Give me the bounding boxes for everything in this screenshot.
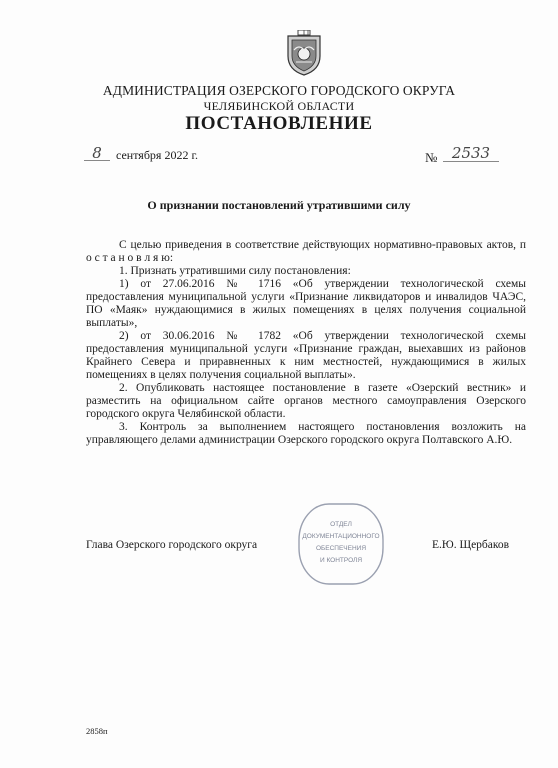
body-paragraph-intro: С целью приведения в соответствие действующих нормативно-правовых актов, п о с т а н о в л я ю: [86, 239, 526, 264]
body-paragraph-1-1: 1) от 27.06.2016 № 1716 «Об утверждении технологической схемы предоставления муниципальной услуги «Признание ликвидаторов и инвалидов ЧАЭС, ПО «Маяк» нуждающимися в жилых помещениях в целях получения социальной выплаты», [86, 278, 526, 329]
region-name: ЧЕЛЯБИНСКОЙ ОБЛАСТИ [203, 99, 355, 113]
footer-code: 2858п [86, 726, 108, 736]
signatory-name: Е.Ю. Щербаков [432, 539, 510, 551]
number-label: № [425, 150, 438, 165]
date-month-year: сентября 2022 г. [116, 148, 199, 162]
date-day: 8 [84, 144, 110, 161]
administration-name: АДМИНИСТРАЦИЯ ОЗЕРСКОГО ГОРОДСКОГО ОКРУГА [102, 83, 456, 98]
body-block [86, 239, 526, 447]
body-paragraph-1-2: 2) от 30.06.2016 № 1782 «Об утверждении технологической схемы предоставления муниципальной услуги «Признание граждан, выехавших из районов Крайнего Севера и приравненных к ним местностей, нуждающимися в жилых помещениях в целях получения социальной выплаты». [86, 330, 526, 381]
document-title: О признании постановлений утратившими силу [147, 198, 411, 212]
svg-text:ДОКУМЕНТАЦИОННОГО: ДОКУМЕНТАЦИОННОГО [302, 533, 380, 540]
document-number: 2533 [443, 144, 499, 162]
signatory-position: Глава Озерского городского округа [86, 539, 258, 551]
svg-text:И КОНТРОЛЯ: И КОНТРОЛЯ [319, 557, 363, 564]
svg-text:ОТДЕЛ: ОТДЕЛ [330, 521, 352, 528]
body-paragraph-2: 2. Опубликовать настоящее постановление в газете «Озерский вестник» и разместить на официальном сайте органов местного самоуправления Озерского городского округа Челябинской области. [86, 382, 526, 420]
body-paragraph-3: 3. Контроль за выполнением настоящего постановления возложить на управляющего делами администрации Озерского городского округа Полтавского А.Ю. [86, 421, 526, 446]
body-paragraph-1: 1. Признать утратившими силу постановления: [119, 265, 351, 277]
svg-text:ОБЕСПЕЧЕНИЯ: ОБЕСПЕЧЕНИЯ [315, 545, 367, 552]
coat-of-arms-icon [284, 30, 324, 76]
stamp-icon [295, 498, 387, 590]
document-type: ПОСТАНОВЛЕНИЕ [185, 113, 373, 134]
